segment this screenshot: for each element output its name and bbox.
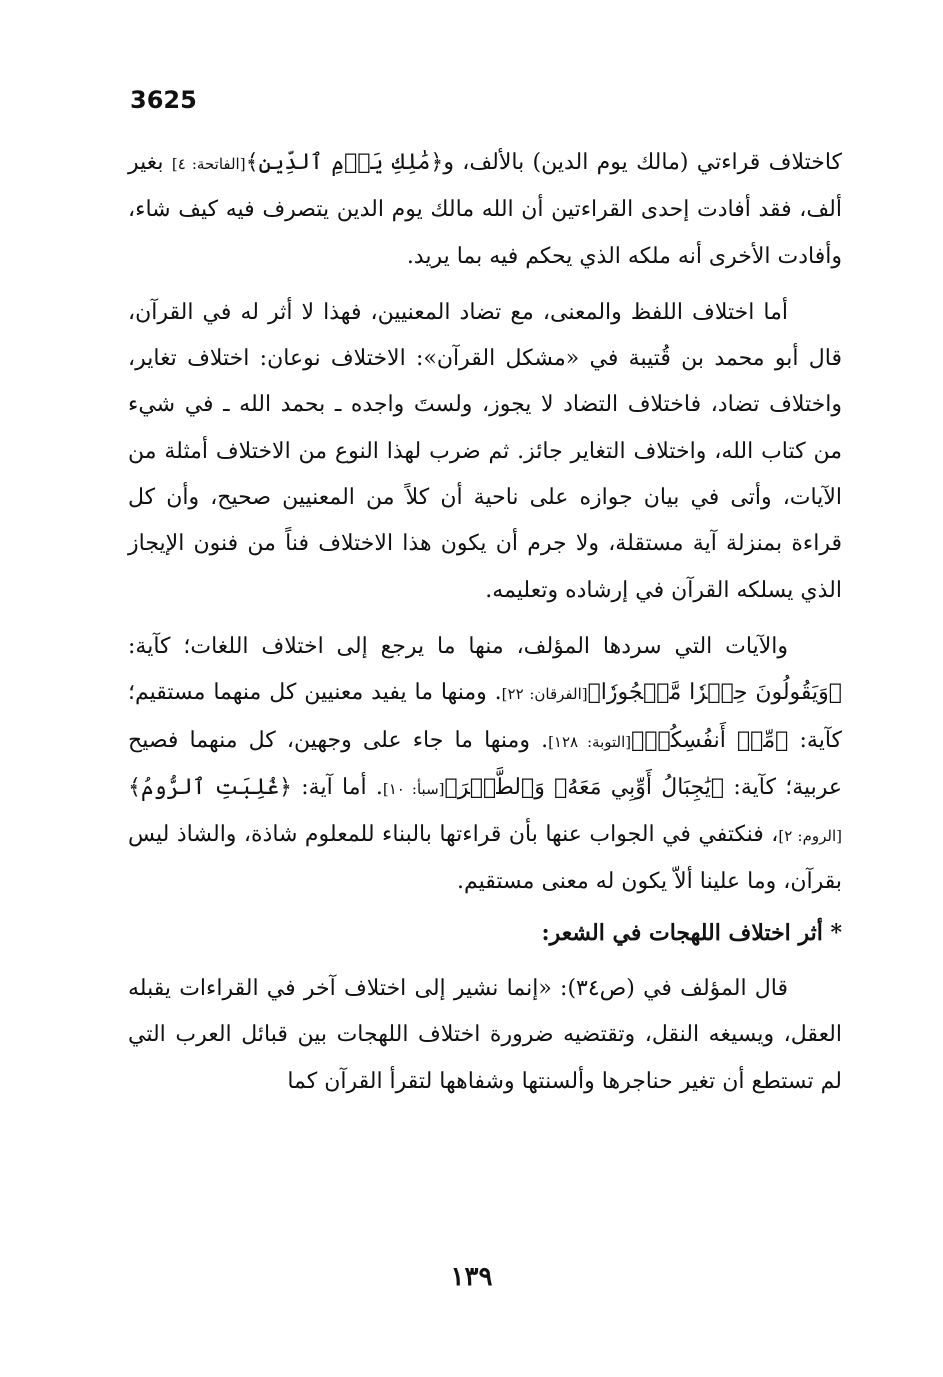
paragraph-1-text-b: بغير ألف، فقد أفادت إحدى القراءتين أن الله مالك يوم الدين يتصرف فيه كيف شاء، وأفادت الأخرى أنه ملكه الذي يحكم فيه بما يريد. <box>128 150 842 269</box>
quran-quote-fatiha: ﴿مَٰلِكِ يَوۡمِ ٱلدِّينِ﴾ <box>245 150 444 175</box>
paragraph-3-text-c: . ومنها ما جاء على وجهين، كل منهما فصيح عربية؛ كآية: <box>128 727 843 800</box>
paragraph-3-text-b: . ومنها ما يفيد معنيين كل منهما مستقيم؛ كآية: <box>128 680 842 753</box>
reference-tawba: [التوبة: ١٢٨] <box>548 732 632 751</box>
page-number-top: 3625 <box>130 86 197 114</box>
reference-rum: [الروم: ٢] <box>778 827 843 846</box>
paragraph-1-text-a: كاختلاف قراءتي (مالك يوم الدين) بالألف، و <box>443 150 842 175</box>
paragraph-3-text-e: ، فنكتفي في الجواب عنها بأن قراءتها بالبناء للمعلوم شاذة، والشاذ ليس بقرآن، وما علينا ألاّ يكون له معنى مستقيم. <box>128 822 842 895</box>
reference-saba: [سبأ: ١٠] <box>382 779 445 798</box>
paragraph-3 <box>128 624 842 906</box>
paragraph-4: قال المؤلف في (ص٣٤): «إنما نشير إلى اختلاف آخر في القراءات يقبله العقل، ويسيغه النقل، وتقتضيه ضرورة اختلاف اللهجات بين قبائل العرب التي لم تستطع أن تغير حناجرها وألسنتها وشفاهها لتقرأ القرآن كما <box>128 976 842 1094</box>
page-number-bottom: ١٣٩ <box>450 1262 493 1292</box>
body-text <box>128 140 842 1105</box>
quran-quote-furqan: ﴿وَيَقُولُونَ حِجۡرٗا مَّحۡجُورٗا﴾ <box>587 680 842 706</box>
quran-quote-tawba: ﴿مِّنۡ أَنفُسِكُمۡ﴾ <box>631 727 789 753</box>
reference-furqan: [الفرقان: ٢٢] <box>501 685 588 704</box>
paragraph-3-text-d: . أما آية: <box>291 774 383 800</box>
quran-quote-rum: ﴿غُلِبَتِ ٱلرُّومُ﴾ <box>128 774 292 800</box>
section-heading: * أثر اختلاف اللهجات في الشعر: <box>541 919 842 946</box>
quran-quote-saba: ﴿يَٰجِبَالُ أَوِّبِي مَعَهُۥ وَٱلطَّيۡرَ﴾ <box>444 774 725 800</box>
paragraph-2: أما اختلاف اللفظ والمعنى، مع تضاد المعنيين، فهذا لا أثر له في القرآن، قال أبو محمد بن قُتيبة في «مشكل القرآن»: الاختلاف نوعان: اختلاف تغاير، واختلاف تضاد، فاختلاف التضاد لا يجوز، ولستَ واجده ـ بحمد الله ـ في شيء من كتاب الله، واختلاف التغاير جائز. ثم ضرب لهذا النوع من الاختلاف أمثلة من الآيات، وأتى في بيان جوازه على ناحية أن كلاً من المعنيين صحيح، وأن كل قراءة بمنزلة آية مستقلة، ولا جرم أن يكون هذا الاختلاف فناً من فنون الإيجاز الذي يسلكه القرآن في إرشاده وتعليمه. <box>128 299 842 603</box>
paragraph-1 <box>128 140 842 280</box>
paragraph-3-text-a: والآيات التي سردها المؤلف، منها ما يرجع إلى اختلاف اللغات؛ كآية: <box>128 633 788 659</box>
reference-fatiha: [الفاتحة: ٤] <box>171 155 246 173</box>
